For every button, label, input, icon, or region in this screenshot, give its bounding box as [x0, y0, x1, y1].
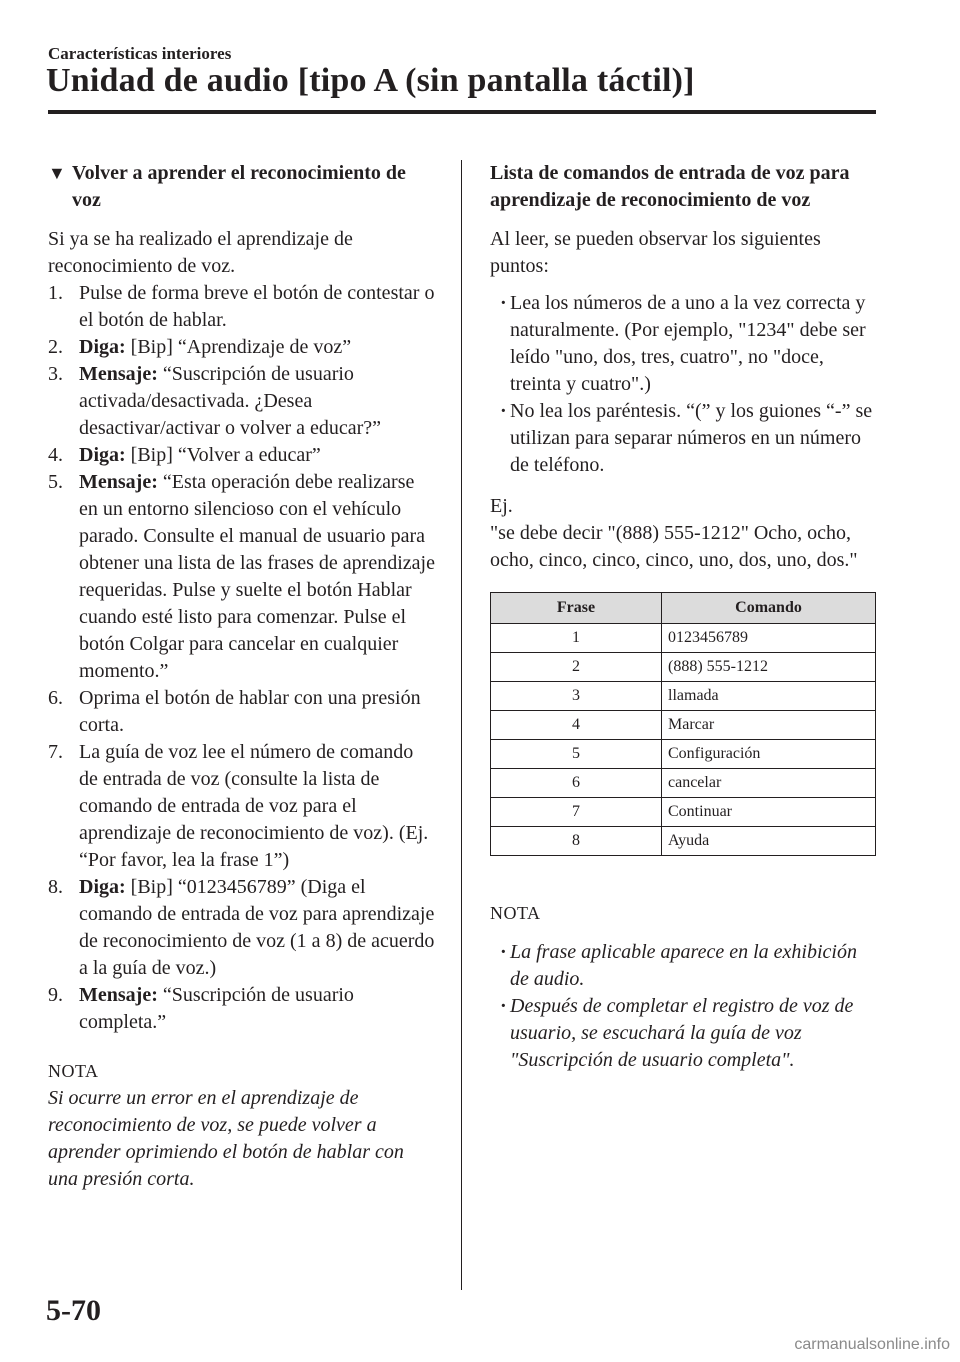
list-item [48, 442, 436, 469]
step-number: 6. [48, 687, 63, 709]
step-number: 7. [48, 741, 63, 763]
column-header-frase: Frase [491, 593, 662, 624]
note-title: NOTA [490, 903, 541, 923]
list-item [48, 739, 436, 874]
command-table [490, 592, 876, 856]
steps-list [48, 280, 436, 1036]
table-cell: 3 [491, 682, 662, 711]
reading-tips-list [490, 290, 876, 479]
table-row [491, 624, 876, 653]
note-text: Si ocurre un error en el aprendizaje de reconocimiento de voz, se puede volver a aprender oprimiendo el botón de hablar con una presión corta. [48, 1087, 404, 1190]
step-text: Oprima el botón de hablar con una presión corta. [79, 687, 421, 736]
step-number: 3. [48, 363, 63, 385]
list-item: · La frase aplicable aparece en la exhibición de audio. [500, 939, 876, 993]
table-row [491, 769, 876, 798]
bullet-icon: · [500, 292, 507, 314]
table-cell: Marcar [662, 711, 876, 740]
table-row [491, 798, 876, 827]
step-number: 9. [48, 984, 63, 1006]
list-item: · Después de completar el registro de voz de usuario, se escuchará la guía de voz "Suscripción de usuario completa". [500, 993, 876, 1074]
step-number: 8. [48, 876, 63, 898]
note-title: NOTA [48, 1061, 99, 1081]
command-list-intro: Al leer, se pueden observar los siguientes puntos: [490, 228, 821, 277]
list-item [48, 469, 436, 685]
list-item [48, 685, 436, 739]
step-text: Mensaje: “Suscripción de usuario activada/desactivada. ¿Desea desactivar/activar o volver a educar?” [79, 363, 382, 439]
table-cell: 6 [491, 769, 662, 798]
table-cell: 8 [491, 827, 662, 856]
step-text: Diga: [Bip] “Aprendizaje de voz” [79, 336, 352, 358]
page-title: Unidad de audio [tipo A (sin pantalla táctil)] [46, 62, 695, 99]
bullet-icon: · [500, 941, 507, 963]
table-cell: 0123456789 [662, 624, 876, 653]
watermark[interactable]: carmanualsonline.info [794, 1336, 950, 1353]
list-item [48, 280, 436, 334]
right-column [490, 160, 876, 1074]
list-item [48, 361, 436, 442]
table-cell: (888) 555-1212 [662, 653, 876, 682]
table-cell: Ayuda [662, 827, 876, 856]
step-text: Mensaje: “Suscripción de usuario completa.” [79, 984, 354, 1033]
table-cell: 5 [491, 740, 662, 769]
left-column [48, 160, 436, 1193]
list-item [48, 334, 436, 361]
table-cell: cancelar [662, 769, 876, 798]
step-number: 2. [48, 336, 63, 358]
table-cell: llamada [662, 682, 876, 711]
table-cell: 2 [491, 653, 662, 682]
title-rule [48, 110, 876, 114]
column-header-comando: Comando [662, 593, 876, 624]
table-cell: 1 [491, 624, 662, 653]
example-label: Ej. [490, 495, 513, 517]
step-number: 1. [48, 282, 63, 304]
section-label: Características interiores [48, 44, 232, 63]
step-text: Mensaje: “Esta operación debe realizarse en un entorno silencioso con el vehículo parado. Consulte el manual de usuario para obtener una lista de las frases de aprendizaje requeridas. Pulse y suelte el botón Hablar cuando esté listo para comenzar. Pulse el botón Colgar para cancelar en cualquier momento.” [79, 471, 435, 682]
relearn-heading-text: Volver a aprender el reconocimiento de voz [72, 162, 406, 211]
table-row [491, 827, 876, 856]
step-number: 5. [48, 471, 63, 493]
step-number: 4. [48, 444, 63, 466]
table-cell: Continuar [662, 798, 876, 827]
table-row [491, 740, 876, 769]
note-bullets [490, 939, 876, 1074]
table-row [491, 682, 876, 711]
table-row [491, 653, 876, 682]
table-cell: Configuración [662, 740, 876, 769]
relearn-heading [48, 160, 436, 214]
command-list-heading: Lista de comandos de entrada de voz para aprendizaje de reconocimiento de voz [490, 162, 850, 211]
table-cell: 7 [491, 798, 662, 827]
page-number: 5-70 [46, 1294, 101, 1327]
step-text: La guía de voz lee el número de comando de entrada de voz (consulte la lista de comando de entrada de voz para el aprendizaje de reconocimiento de voz). (Ej. “Por favor, lea la frase 1”) [79, 741, 429, 871]
step-text: Diga: [Bip] “0123456789” (Diga el comando de entrada de voz para aprendizaje de reconocimiento de voz (1 a 8) de acuerdo a la guía de voz.) [79, 876, 435, 979]
step-text: Diga: [Bip] “Volver a educar” [79, 444, 321, 466]
step-text: Pulse de forma breve el botón de contestar o el botón de hablar. [79, 282, 435, 331]
bullet-icon: · [500, 400, 507, 422]
table-row [491, 711, 876, 740]
table-cell: 4 [491, 711, 662, 740]
column-divider [461, 160, 462, 1290]
example-text: "se debe decir "(888) 555-1212" Ocho, ocho, ocho, cinco, cinco, cinco, uno, dos, uno, dos." [490, 522, 858, 571]
table-header-row [491, 593, 876, 624]
list-item: · Lea los números de a uno a la vez correcta y naturalmente. (Por ejemplo, "1234" debe ser leído "uno, dos, tres, cuatro", no "doce, treinta y cuatro".) [500, 290, 876, 398]
list-item [48, 874, 436, 982]
bullet-icon: · [500, 995, 507, 1017]
list-item [48, 982, 436, 1036]
triangle-down-icon: ▼ [48, 163, 66, 183]
list-item: · No lea los paréntesis. “(” y los guiones “-” se utilizan para separar números en un número de teléfono. [500, 398, 876, 479]
relearn-intro: Si ya se ha realizado el aprendizaje de reconocimiento de voz. [48, 228, 353, 277]
